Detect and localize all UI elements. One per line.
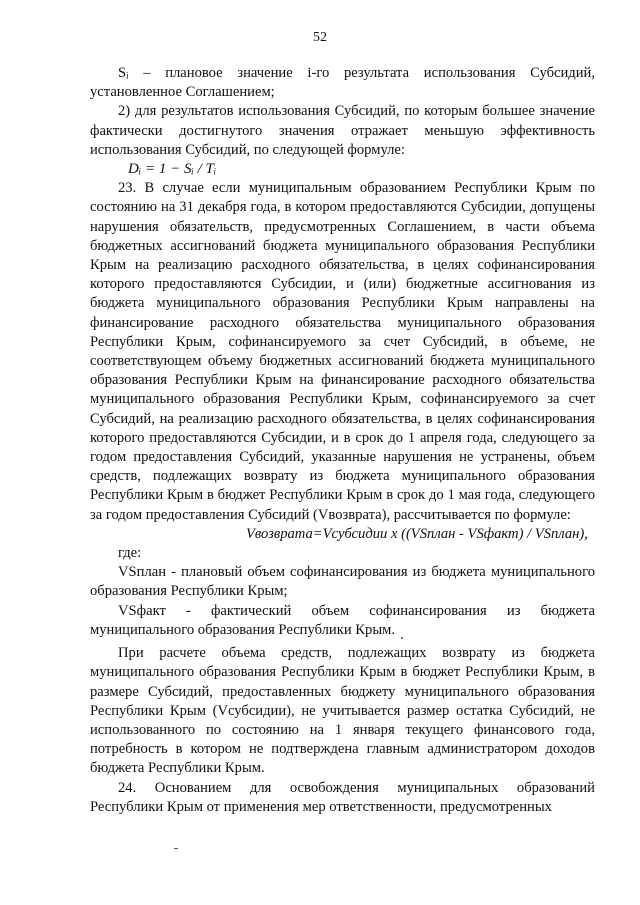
scan-mark bbox=[174, 848, 178, 849]
paragraph-calculation: При расчете объема средств, подлежащих возврату из бюджета муниципального образования Республики Крым в бюджет Республики Крым, в размере Субсидий, предоставленных бюджету муниципального образования Республики Крым (Vсубсидии), не учитывается размер остатка Субсидий, не использованного по состоянию на 1 января текущего финансового года, потребность в котором не подтверждена главным администратором доходов бюджета Республики Крым. bbox=[90, 645, 595, 777]
scan-dot bbox=[401, 637, 403, 639]
paragraph-si-definition: Sᵢ – плановое значение i-го результата использования Субсидий, установленное Соглашением; bbox=[90, 65, 595, 101]
paragraph-23: 23. В случае если муниципальным образованием Республики Крым по состоянию на 31 декабря года, в котором предоставляются Субсидии, допущены нарушения обязательств, предусмотренных Соглашением, в части объема бюджетных ассигнований бюджета муниципального образования Республики Крым на реализацию расходного обязательства, в целях софинансирования которого предоставляются Субсидии, и (или) бюджетные ассигнования из бюджета муниципального образования Республики Крым направлены на финансирование расходного обязательства муниципального образования Республики Крым, софинансируемого за счет Субсидий, в объеме, не соответствующем объему бюджетных ассигнований бюджета муниципального образования Республики Крым на финансирование расходного обязательства муниципального образования Республики Крым, софинансируемого за счет Субсидий, на реализацию расходного обязательства, в целях софинансирования которого предоставляются Субсидии, и в срок до 1 апреля года, следующего за годом предоставления Субсидий, указанные нарушения не устранены, объем средств, подлежащих возврату из бюджета муниципального образования Республики Крым в бюджет Республики Крым в срок до 1 мая года, следующего за годом предоставления Субсидий (Vвозврата), рассчитывается по формуле: bbox=[90, 180, 595, 523]
paragraph-24: 24. Основанием для освобождения муниципальных образований Республики Крым от применения мер ответственности, предусмотренных bbox=[90, 779, 595, 815]
formula-di: Dᵢ = 1 − Sᵢ / Tᵢ bbox=[128, 161, 217, 178]
page-number: 52 bbox=[313, 30, 327, 45]
formula-v-return: Vвозврата=Vсубсидии x ((VSплан - VSфакт) / VSплан), bbox=[246, 525, 588, 542]
paragraph-vs-plan: VSплан - плановый объем софинансирования из бюджета муниципального образования Республики Крым; bbox=[90, 564, 595, 600]
document-body bbox=[90, 64, 595, 817]
paragraph-where: где: bbox=[118, 545, 142, 562]
paragraph-vs-fact: VSфакт - фактический объем софинансирования из бюджета муниципального образования Республики Крым. bbox=[90, 602, 595, 638]
paragraph-item-2: 2) для результатов использования Субсидий, по которым большее значение фактически достигнутого значения отражает меньшую эффективность использования Субсидий, по следующей формуле: bbox=[90, 103, 595, 158]
